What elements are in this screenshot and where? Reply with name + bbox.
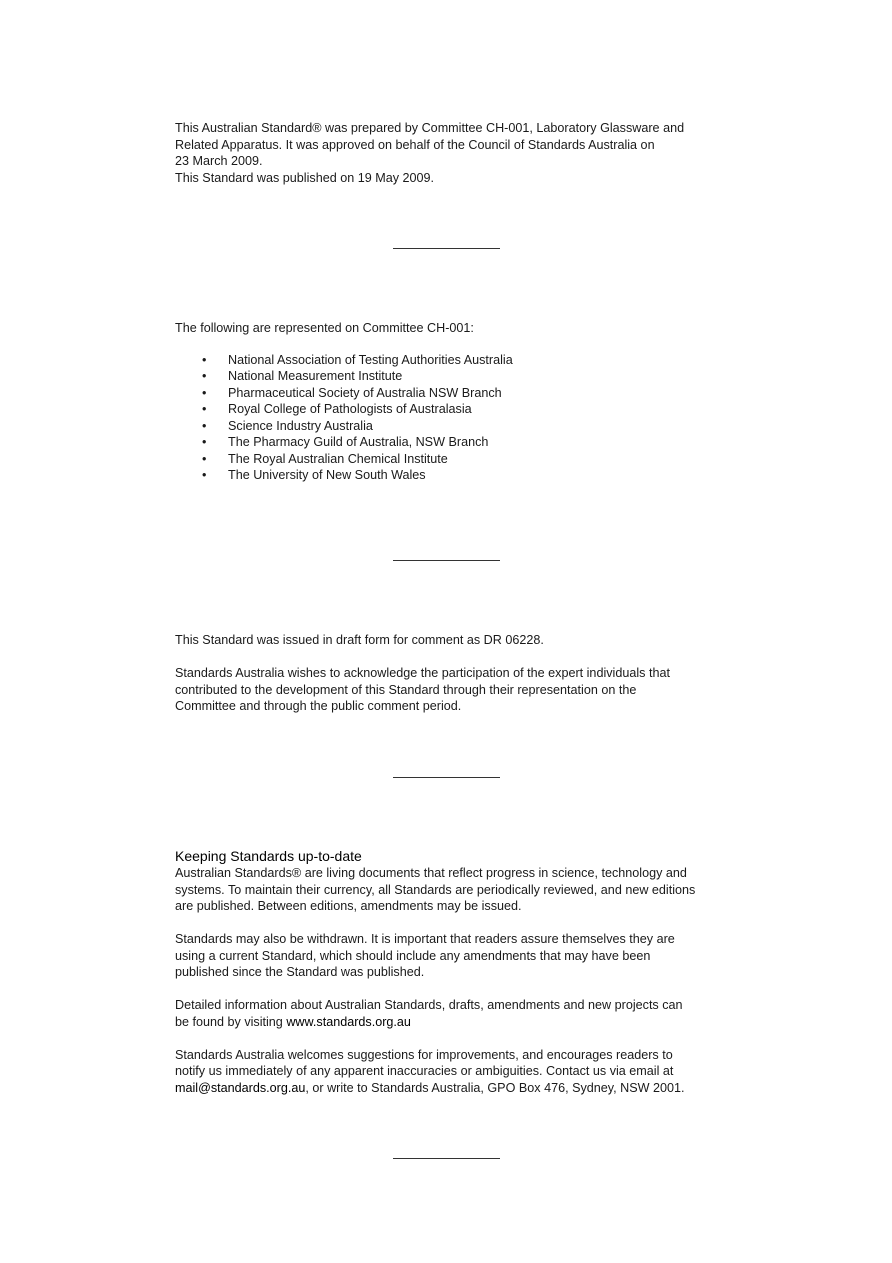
acknowledgement-line-2: contributed to the development of this Standard through their representation on the bbox=[175, 682, 637, 697]
suggestions-line-3: mail@standards.org.au, or write to Standards Australia, GPO Box 476, Sydney, NSW 2001. bbox=[175, 1080, 685, 1095]
bullet: • bbox=[202, 451, 207, 466]
bullet: • bbox=[202, 468, 207, 482]
draft-issued-line: This Standard was issued in draft form for comment as DR 06228. bbox=[175, 633, 544, 647]
email-link[interactable]: mail@standards.org.au bbox=[175, 1080, 306, 1095]
section-divider-3 bbox=[393, 777, 500, 778]
living-documents-line-1: Australian Standards® are living documents that reflect progress in science, technology and bbox=[175, 866, 687, 880]
information-line-2: be found by visiting www.standards.org.au bbox=[175, 1014, 411, 1029]
publication-date-line: This Standard was published on 19 May 2009. bbox=[175, 170, 435, 185]
committee-member-list bbox=[175, 352, 735, 484]
section-divider-1 bbox=[393, 248, 500, 249]
living-documents-line-2: systems. To maintain their currency, all Standards are periodically reviewed, and new editions bbox=[175, 882, 696, 897]
preparation-line-1: This Australian Standard® was prepared by Committee CH-001, Laboratory Glassware and bbox=[175, 121, 685, 135]
committee-member: • Pharmaceutical Society of Australia NSW Branch bbox=[202, 385, 502, 400]
committee-block bbox=[175, 320, 735, 484]
keeping-standards-block bbox=[175, 848, 735, 1096]
information-line-1: Detailed information about Australian Standards, drafts, amendments and new projects can bbox=[175, 998, 683, 1012]
acknowledgement-line-3: Committee and through the public comment period. bbox=[175, 699, 462, 713]
preparation-block bbox=[175, 120, 735, 186]
withdrawn-line-2: using a current Standard, which should include any amendments that may have been bbox=[175, 948, 651, 963]
bullet: • bbox=[202, 385, 207, 400]
draft-block bbox=[175, 632, 735, 715]
bullet: • bbox=[202, 435, 207, 449]
committee-member: • National Association of Testing Authorities Australia bbox=[202, 352, 513, 367]
committee-intro: The following are represented on Committee CH-001: bbox=[175, 321, 474, 335]
website-link[interactable]: www.standards.org.au bbox=[286, 1014, 411, 1029]
bullet: • bbox=[202, 418, 207, 433]
preparation-line-2: Related Apparatus. It was approved on behalf of the Council of Standards Australia on bbox=[175, 137, 655, 152]
committee-member: • Science Industry Australia bbox=[202, 418, 373, 433]
committee-member: • The Pharmacy Guild of Australia, NSW Branch bbox=[202, 435, 489, 449]
preparation-line-3: 23 March 2009. bbox=[175, 154, 263, 168]
keeping-standards-heading: Keeping Standards up-to-date bbox=[175, 848, 362, 864]
suggestions-line-1: Standards Australia welcomes suggestions for improvements, and encourages readers to bbox=[175, 1047, 673, 1062]
committee-member: • Royal College of Pathologists of Australasia bbox=[202, 402, 472, 416]
bullet: • bbox=[202, 402, 207, 416]
section-divider-4 bbox=[393, 1158, 500, 1159]
committee-member: • The University of New South Wales bbox=[202, 468, 426, 482]
living-documents-line-3: are published. Between editions, amendments may be issued. bbox=[175, 899, 522, 913]
acknowledgement-line-1: Standards Australia wishes to acknowledge the participation of the expert individuals that bbox=[175, 666, 670, 680]
section-divider-2 bbox=[393, 560, 500, 561]
suggestions-line-2: notify us immediately of any apparent inaccuracies or ambiguities. Contact us via email at bbox=[175, 1064, 674, 1078]
bullet: • bbox=[202, 352, 207, 367]
committee-member: • The Royal Australian Chemical Institute bbox=[202, 451, 448, 466]
withdrawn-line-1: Standards may also be withdrawn. It is important that readers assure themselves they are bbox=[175, 932, 675, 946]
bullet: • bbox=[202, 369, 207, 383]
withdrawn-line-3: published since the Standard was published. bbox=[175, 965, 425, 979]
committee-member: • National Measurement Institute bbox=[202, 369, 403, 383]
